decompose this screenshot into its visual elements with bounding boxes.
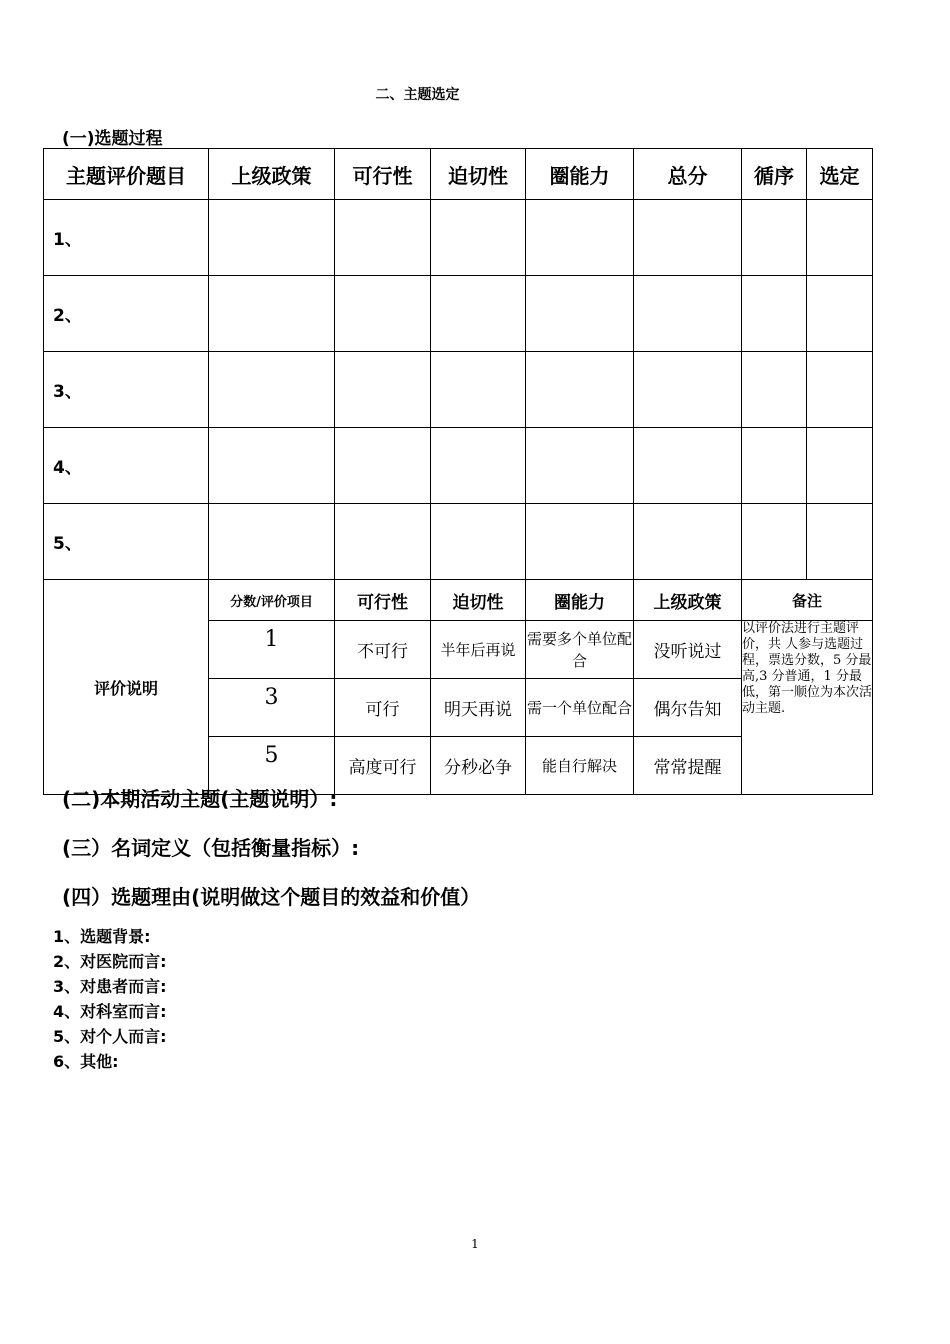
eval-header-urgency: 迫切性 bbox=[431, 580, 526, 621]
table-row bbox=[44, 504, 873, 580]
eval-policy: 偶尔告知 bbox=[634, 679, 742, 737]
cell-input[interactable] bbox=[431, 428, 526, 504]
list-item: 6、其他: bbox=[53, 1052, 119, 1071]
eval-policy: 常常提醒 bbox=[634, 737, 742, 795]
cell-input[interactable] bbox=[807, 504, 873, 580]
cell-input[interactable] bbox=[431, 352, 526, 428]
eval-header-ability: 圈能力 bbox=[526, 580, 634, 621]
evaluation-note: 以评价法进行主题评价，共 人参与选题过程，票选分数，5 分最高,3 分普通，1 分最低，第一顺位为本次活动主题. bbox=[742, 621, 873, 795]
eval-score: 5 bbox=[209, 737, 335, 795]
row-number: 4、 bbox=[44, 428, 209, 504]
cell-input[interactable] bbox=[634, 504, 742, 580]
eval-score: 3 bbox=[209, 679, 335, 737]
list-item: 3、对患者而言: bbox=[53, 977, 167, 996]
eval-feasibility: 可行 bbox=[335, 679, 431, 737]
table-row bbox=[44, 200, 873, 276]
header-ability: 圈能力 bbox=[526, 149, 634, 200]
eval-header-feasibility: 可行性 bbox=[335, 580, 431, 621]
eval-policy: 没听说过 bbox=[634, 621, 742, 679]
eval-header-score: 分数/评价项目 bbox=[209, 580, 335, 621]
cell-input[interactable] bbox=[526, 428, 634, 504]
header-total: 总分 bbox=[634, 149, 742, 200]
cell-input[interactable] bbox=[742, 276, 807, 352]
cell-input[interactable] bbox=[634, 428, 742, 504]
cell-input[interactable] bbox=[335, 352, 431, 428]
cell-input[interactable] bbox=[807, 276, 873, 352]
cell-input[interactable] bbox=[335, 276, 431, 352]
reason-list bbox=[53, 924, 167, 1074]
cell-input[interactable] bbox=[742, 428, 807, 504]
cell-input[interactable] bbox=[209, 352, 335, 428]
cell-input[interactable] bbox=[742, 200, 807, 276]
cell-input[interactable] bbox=[742, 352, 807, 428]
table-row bbox=[44, 428, 873, 504]
section-selection-reason: (四）选题理由(说明做这个题目的效益和价值） bbox=[62, 885, 481, 909]
row-number: 5、 bbox=[44, 504, 209, 580]
eval-header-remarks: 备注 bbox=[742, 580, 873, 621]
cell-input[interactable] bbox=[209, 428, 335, 504]
header-feasibility: 可行性 bbox=[335, 149, 431, 200]
cell-input[interactable] bbox=[634, 200, 742, 276]
header-urgency: 迫切性 bbox=[431, 149, 526, 200]
cell-input[interactable] bbox=[431, 200, 526, 276]
cell-input[interactable] bbox=[742, 504, 807, 580]
cell-input[interactable] bbox=[335, 504, 431, 580]
header-topic: 主题评价题目 bbox=[44, 149, 209, 200]
topic-selection-table bbox=[43, 148, 873, 795]
cell-input[interactable] bbox=[209, 276, 335, 352]
section-selection-process: (一)选题过程 bbox=[62, 129, 163, 149]
eval-ability: 需一个单位配合 bbox=[526, 679, 634, 737]
cell-input[interactable] bbox=[431, 504, 526, 580]
eval-urgency: 半年后再说 bbox=[431, 621, 526, 679]
table-row bbox=[44, 352, 873, 428]
eval-ability: 能自行解决 bbox=[526, 737, 634, 795]
cell-input[interactable] bbox=[335, 428, 431, 504]
cell-input[interactable] bbox=[526, 352, 634, 428]
header-order: 循序 bbox=[742, 149, 807, 200]
cell-input[interactable] bbox=[807, 428, 873, 504]
list-item: 1、选题背景: bbox=[53, 927, 151, 946]
cell-input[interactable] bbox=[807, 352, 873, 428]
cell-input[interactable] bbox=[807, 200, 873, 276]
cell-input[interactable] bbox=[526, 200, 634, 276]
table-header-row bbox=[44, 149, 873, 200]
eval-urgency: 明天再说 bbox=[431, 679, 526, 737]
list-item: 2、对医院而言: bbox=[53, 952, 167, 971]
cell-input[interactable] bbox=[526, 276, 634, 352]
row-number: 3、 bbox=[44, 352, 209, 428]
evaluation-label: 评价说明 bbox=[44, 580, 209, 795]
evaluation-header-row bbox=[44, 580, 873, 621]
header-policy: 上级政策 bbox=[209, 149, 335, 200]
cell-input[interactable] bbox=[526, 504, 634, 580]
list-item: 5、对个人而言: bbox=[53, 1027, 167, 1046]
header-selected: 选定 bbox=[807, 149, 873, 200]
eval-ability: 需要多个单位配合 bbox=[526, 621, 634, 679]
page-heading: 二、主题选定 bbox=[375, 87, 460, 103]
row-number: 2、 bbox=[44, 276, 209, 352]
cell-input[interactable] bbox=[209, 504, 335, 580]
section-activity-theme: (二)本期活动主题(主题说明）: bbox=[62, 787, 338, 811]
list-item: 4、对科室而言: bbox=[53, 1002, 167, 1021]
section-term-definition: (三）名词定义（包括衡量指标）: bbox=[62, 836, 360, 860]
eval-score: 1 bbox=[209, 621, 335, 679]
row-number: 1、 bbox=[44, 200, 209, 276]
eval-header-policy: 上级政策 bbox=[634, 580, 742, 621]
eval-feasibility: 不可行 bbox=[335, 621, 431, 679]
cell-input[interactable] bbox=[634, 276, 742, 352]
cell-input[interactable] bbox=[335, 200, 431, 276]
cell-input[interactable] bbox=[209, 200, 335, 276]
eval-feasibility: 高度可行 bbox=[335, 737, 431, 795]
table-row bbox=[44, 276, 873, 352]
eval-urgency: 分秒必争 bbox=[431, 737, 526, 795]
cell-input[interactable] bbox=[431, 276, 526, 352]
cell-input[interactable] bbox=[634, 352, 742, 428]
page-number: 1 bbox=[471, 1237, 479, 1251]
